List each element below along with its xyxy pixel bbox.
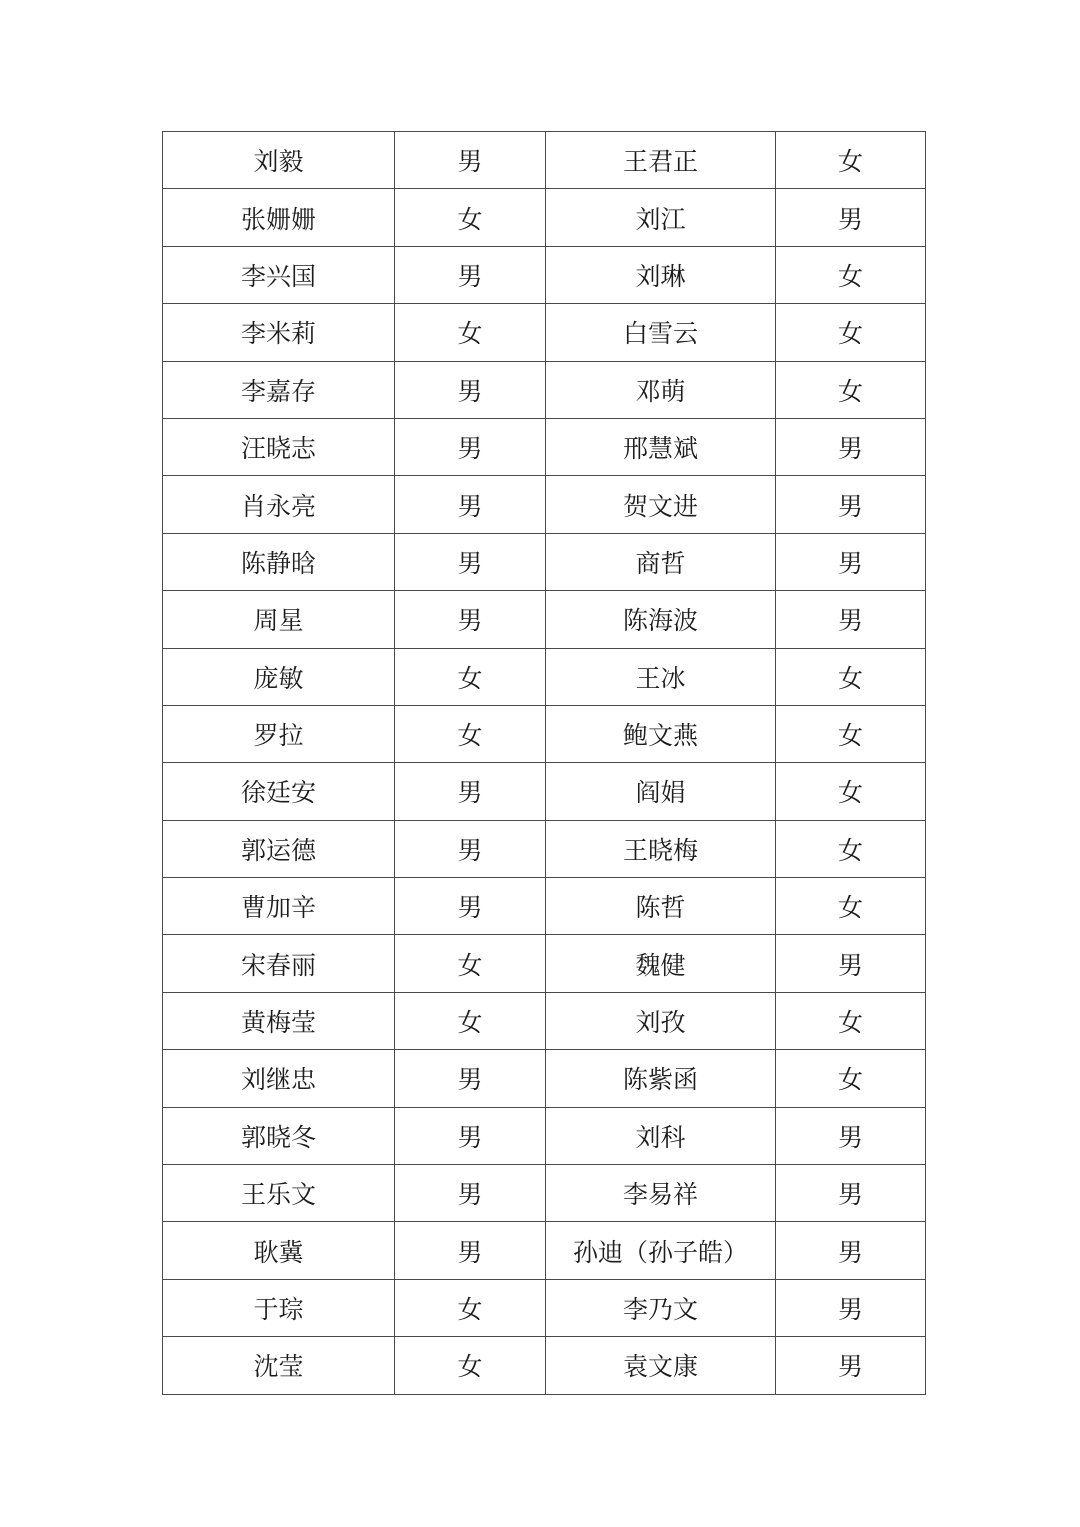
table-row xyxy=(163,1279,926,1336)
name-cell: 王冰 xyxy=(546,648,776,705)
name-cell: 郭运德 xyxy=(163,820,395,877)
gender-cell: 男 xyxy=(395,418,546,475)
table-row xyxy=(163,361,926,418)
gender-cell: 女 xyxy=(776,705,926,762)
gender-cell: 男 xyxy=(776,476,926,533)
gender-cell: 女 xyxy=(395,1337,546,1394)
table-row xyxy=(163,935,926,992)
name-cell: 李嘉存 xyxy=(163,361,395,418)
gender-cell: 男 xyxy=(776,935,926,992)
table-row xyxy=(163,132,926,189)
table-row xyxy=(163,763,926,820)
table-row xyxy=(163,189,926,246)
gender-cell: 男 xyxy=(395,361,546,418)
gender-cell: 男 xyxy=(776,418,926,475)
name-cell: 刘江 xyxy=(546,189,776,246)
gender-cell: 男 xyxy=(776,1222,926,1279)
table-row xyxy=(163,1222,926,1279)
name-cell: 黄梅莹 xyxy=(163,992,395,1049)
gender-cell: 女 xyxy=(395,648,546,705)
table-row xyxy=(163,1050,926,1107)
gender-cell: 男 xyxy=(395,533,546,590)
gender-cell: 男 xyxy=(395,132,546,189)
name-cell: 宋春丽 xyxy=(163,935,395,992)
name-cell: 曹加辛 xyxy=(163,878,395,935)
gender-cell: 男 xyxy=(776,533,926,590)
name-cell: 沈莹 xyxy=(163,1337,395,1394)
gender-cell: 女 xyxy=(776,763,926,820)
gender-cell: 男 xyxy=(776,189,926,246)
name-cell: 徐廷安 xyxy=(163,763,395,820)
table-row xyxy=(163,992,926,1049)
name-cell: 汪晓志 xyxy=(163,418,395,475)
gender-cell: 女 xyxy=(776,648,926,705)
gender-cell: 男 xyxy=(776,1107,926,1164)
name-cell: 周星 xyxy=(163,591,395,648)
gender-cell: 女 xyxy=(395,992,546,1049)
table-row xyxy=(163,705,926,762)
gender-cell: 男 xyxy=(395,820,546,877)
gender-cell: 男 xyxy=(776,1279,926,1336)
gender-cell: 男 xyxy=(395,763,546,820)
gender-cell: 女 xyxy=(395,189,546,246)
name-cell: 于琮 xyxy=(163,1279,395,1336)
name-cell: 袁文康 xyxy=(546,1337,776,1394)
table-row xyxy=(163,304,926,361)
name-cell: 张姗姗 xyxy=(163,189,395,246)
name-cell: 李乃文 xyxy=(546,1279,776,1336)
name-cell: 刘继忠 xyxy=(163,1050,395,1107)
table-row xyxy=(163,246,926,303)
gender-cell: 女 xyxy=(395,304,546,361)
table-row xyxy=(163,1165,926,1222)
table-row xyxy=(163,648,926,705)
gender-cell: 女 xyxy=(395,1279,546,1336)
name-cell: 陈静晗 xyxy=(163,533,395,590)
gender-cell: 男 xyxy=(395,1107,546,1164)
gender-cell: 女 xyxy=(776,361,926,418)
gender-cell: 男 xyxy=(776,591,926,648)
table-row xyxy=(163,820,926,877)
name-cell: 罗拉 xyxy=(163,705,395,762)
gender-cell: 女 xyxy=(395,935,546,992)
gender-cell: 男 xyxy=(395,1050,546,1107)
name-cell: 肖永亮 xyxy=(163,476,395,533)
name-cell: 庞敏 xyxy=(163,648,395,705)
name-cell: 鲍文燕 xyxy=(546,705,776,762)
gender-cell: 男 xyxy=(395,476,546,533)
table-row xyxy=(163,418,926,475)
name-cell: 刘孜 xyxy=(546,992,776,1049)
table-row xyxy=(163,533,926,590)
name-cell: 魏健 xyxy=(546,935,776,992)
roster-table xyxy=(162,131,926,1395)
gender-cell: 男 xyxy=(395,878,546,935)
gender-cell: 男 xyxy=(395,246,546,303)
name-cell: 邢慧斌 xyxy=(546,418,776,475)
name-cell: 陈海波 xyxy=(546,591,776,648)
gender-cell: 女 xyxy=(776,132,926,189)
gender-cell: 男 xyxy=(395,1165,546,1222)
name-cell: 王君正 xyxy=(546,132,776,189)
gender-cell: 女 xyxy=(776,878,926,935)
name-cell: 陈紫函 xyxy=(546,1050,776,1107)
table-row xyxy=(163,476,926,533)
name-cell: 陈哲 xyxy=(546,878,776,935)
name-cell: 李兴国 xyxy=(163,246,395,303)
table-row xyxy=(163,1107,926,1164)
gender-cell: 男 xyxy=(776,1165,926,1222)
roster-table-body xyxy=(163,132,926,1395)
gender-cell: 男 xyxy=(776,1337,926,1394)
name-cell: 李米莉 xyxy=(163,304,395,361)
name-cell: 白雪云 xyxy=(546,304,776,361)
name-cell: 商哲 xyxy=(546,533,776,590)
table-row xyxy=(163,1337,926,1394)
name-cell: 邓萌 xyxy=(546,361,776,418)
name-cell: 贺文进 xyxy=(546,476,776,533)
name-cell: 刘毅 xyxy=(163,132,395,189)
gender-cell: 女 xyxy=(776,820,926,877)
gender-cell: 女 xyxy=(776,304,926,361)
name-cell: 刘科 xyxy=(546,1107,776,1164)
gender-cell: 男 xyxy=(395,1222,546,1279)
gender-cell: 女 xyxy=(776,246,926,303)
name-cell: 阎娟 xyxy=(546,763,776,820)
gender-cell: 女 xyxy=(776,1050,926,1107)
name-cell: 王乐文 xyxy=(163,1165,395,1222)
name-cell: 孙迪（孙子皓） xyxy=(546,1222,776,1279)
gender-cell: 女 xyxy=(776,992,926,1049)
name-cell: 李易祥 xyxy=(546,1165,776,1222)
name-cell: 王晓梅 xyxy=(546,820,776,877)
table-row xyxy=(163,591,926,648)
name-cell: 郭晓冬 xyxy=(163,1107,395,1164)
gender-cell: 女 xyxy=(395,705,546,762)
gender-cell: 男 xyxy=(395,591,546,648)
name-cell: 耿冀 xyxy=(163,1222,395,1279)
table-row xyxy=(163,878,926,935)
name-cell: 刘琳 xyxy=(546,246,776,303)
